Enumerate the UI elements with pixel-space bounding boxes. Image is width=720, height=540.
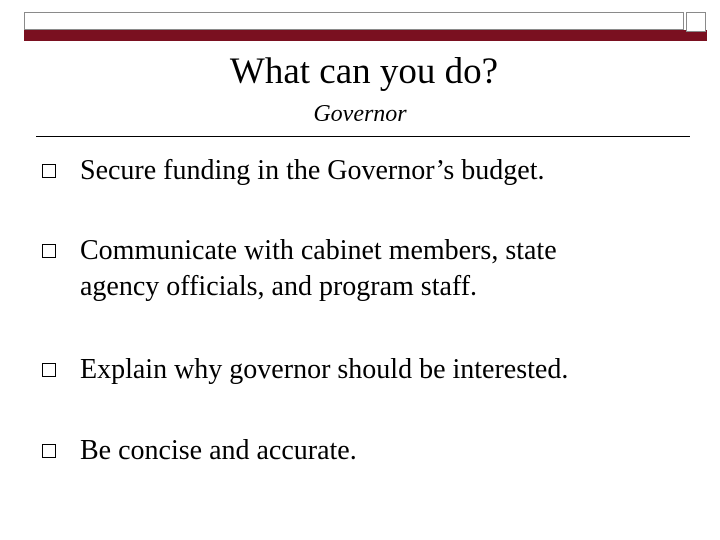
bullet-line: Secure funding in the Governor’s budget. — [80, 155, 545, 186]
title-divider — [36, 136, 690, 137]
hollow-square-bullet-icon — [42, 164, 56, 178]
hollow-square-bullet-icon — [42, 363, 56, 377]
bullet-text — [80, 233, 680, 305]
bullet-line: Explain why governor should be interested. — [80, 354, 569, 385]
bullet-text — [80, 153, 680, 189]
bullet-line: Be concise and accurate. — [80, 435, 357, 466]
header-band-outline — [24, 12, 684, 30]
bullet-line: agency officials, and program staff. — [80, 271, 478, 302]
bullet-text — [80, 352, 680, 388]
header-corner-square — [686, 12, 706, 32]
slide-title: What can you do? — [229, 51, 499, 92]
header-band-accent — [24, 30, 707, 41]
slide-subtitle: Governor — [313, 101, 407, 127]
hollow-square-bullet-icon — [42, 444, 56, 458]
bullet-text — [80, 433, 680, 469]
hollow-square-bullet-icon — [42, 244, 56, 258]
bullet-line: Communicate with cabinet members, state — [80, 235, 557, 266]
